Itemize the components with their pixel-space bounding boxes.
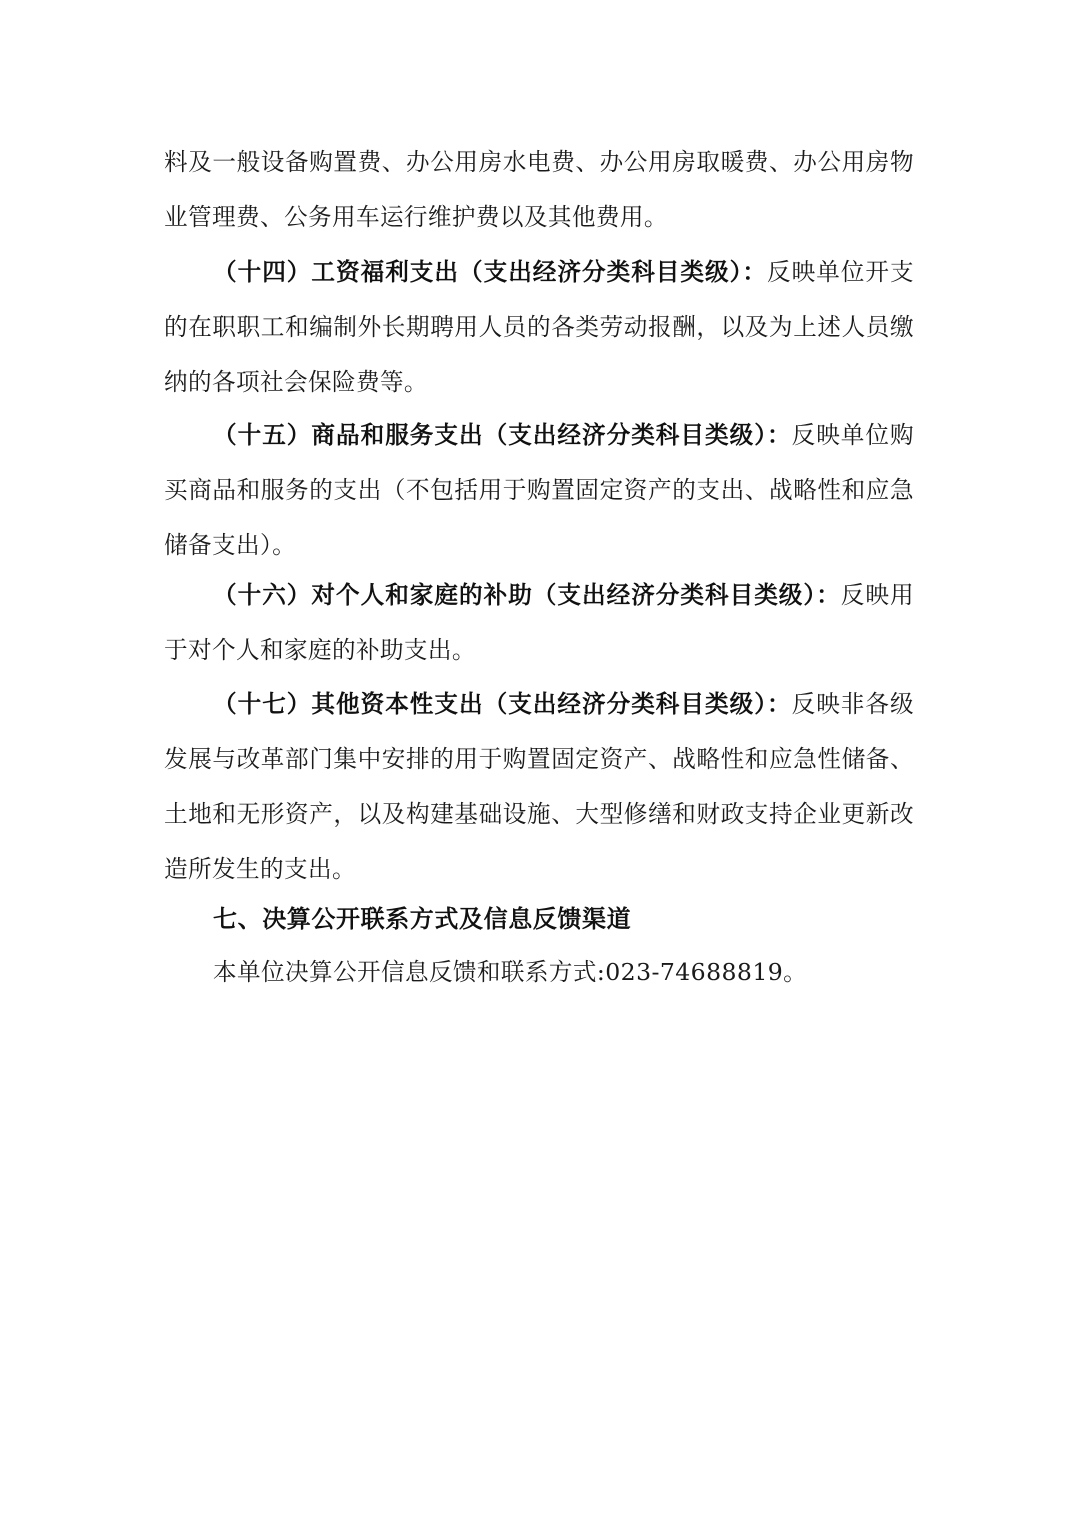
item-16-title: （十六）对个人和家庭的补助（支出经济分类科目类级）：	[213, 581, 841, 609]
item-15-body: 反映单位购买商品和服务的支出（不包括用于购置固定资产的支出、战略性和应急储备支出）。	[164, 421, 914, 559]
paragraph-item-15	[164, 408, 914, 573]
paragraph-item-14	[164, 245, 914, 410]
section-7-heading: 七、决算公开联系方式及信息反馈渠道	[213, 905, 632, 933]
item-14-title: （十四）工资福利支出（支出经济分类科目类级）：	[213, 258, 767, 286]
item-14-body: 反映单位开支的在职职工和编制外长期聘用人员的各类劳动报酬，以及为上述人员缴纳的各项社会保险费等。	[164, 258, 914, 396]
item-17-title: （十七）其他资本性支出（支出经济分类科目类级）：	[213, 690, 792, 718]
paragraph-intro-continuation	[164, 135, 914, 245]
paragraph-intro-text: 料及一般设备购置费、办公用房水电费、办公用房取暖费、办公用房物业管理费、公务用车运行维护费以及其他费用。	[164, 148, 914, 231]
contact-text: 本单位决算公开信息反馈和联系方式:023-74688819。	[213, 958, 808, 986]
paragraph-item-17	[164, 677, 914, 897]
item-15-title: （十五）商品和服务支出（支出经济分类科目类级）：	[213, 421, 792, 449]
contact-paragraph	[164, 945, 914, 1000]
item-16-body: 反映用于对个人和家庭的补助支出。	[164, 581, 914, 664]
paragraph-item-16	[164, 568, 914, 678]
item-17-body: 反映非各级发展与改革部门集中安排的用于购置固定资产、战略性和应急性储备、土地和无形资产，以及构建基础设施、大型修缮和财政支持企业更新改造所发生的支出。	[164, 690, 914, 883]
